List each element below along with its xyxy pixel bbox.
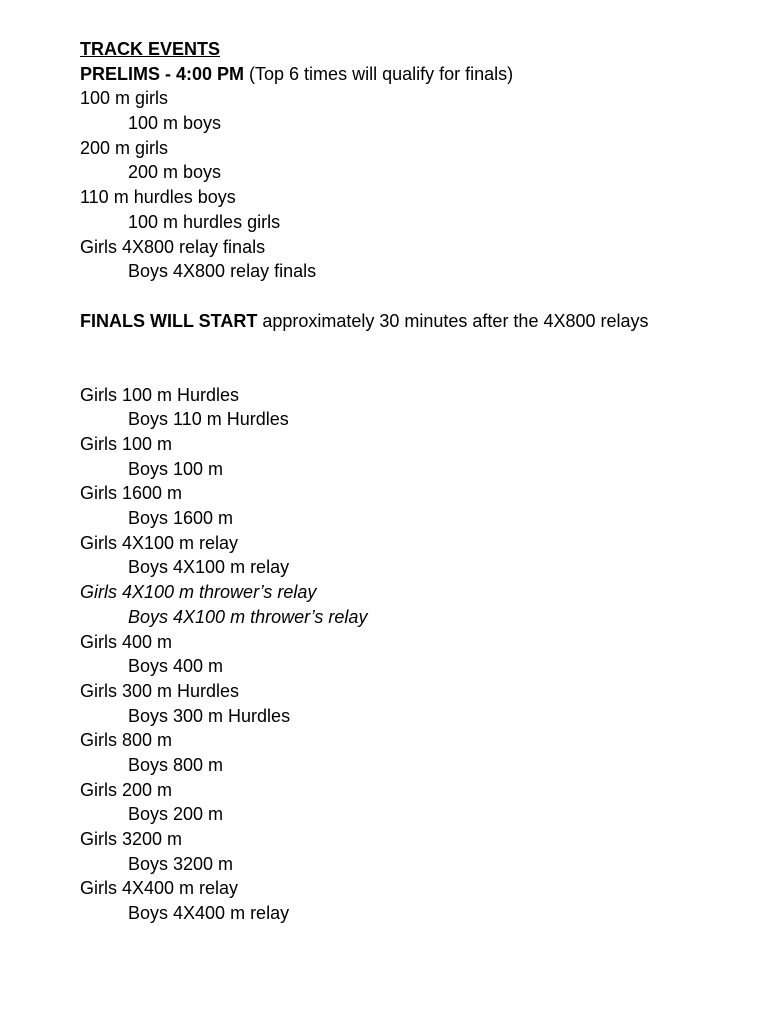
section-spacer (80, 333, 760, 382)
finals-label: FINALS WILL START (80, 310, 258, 331)
finals-event: Boys 1600 m (128, 508, 234, 529)
finals-heading (80, 309, 760, 334)
prelims-event: 110 m hurdles boys (80, 187, 236, 208)
finals-event: Boys 110 m Hurdles (128, 409, 289, 430)
prelims-event: Boys 4X800 relay finals (128, 261, 317, 282)
finals-event: Boys 800 m (128, 754, 224, 775)
finals-event: Girls 100 m Hurdles (80, 384, 240, 405)
prelims-note: (Top 6 times will qualify for finals) (244, 63, 514, 84)
finals-event: Boys 3200 m (128, 853, 234, 874)
schedule-document (80, 37, 760, 926)
prelims-event-list (80, 86, 760, 284)
prelims-event: 100 m girls (80, 88, 169, 109)
finals-event: Girls 400 m (80, 631, 173, 652)
finals-note: approximately 30 minutes after the 4X800 relays (257, 310, 649, 331)
finals-event: Girls 4X400 m relay (80, 878, 239, 899)
page-title: TRACK EVENTS (80, 39, 221, 59)
finals-event: Girls 4X100 m relay (80, 532, 239, 553)
finals-event: Girls 4X100 m thrower’s relay (80, 582, 317, 603)
finals-event: Girls 3200 m (80, 829, 183, 850)
finals-event: Boys 4X400 m relay (128, 903, 290, 924)
finals-event: Boys 200 m (128, 804, 224, 825)
prelims-event: 100 m boys (128, 113, 222, 134)
finals-event: Girls 1600 m (80, 483, 183, 504)
finals-event: Girls 200 m (80, 779, 173, 800)
finals-event: Boys 300 m Hurdles (128, 705, 291, 726)
prelims-heading (80, 62, 760, 87)
finals-event-list (80, 383, 760, 926)
finals-event: Boys 100 m (128, 458, 224, 479)
prelims-label: PRELIMS - 4:00 PM (80, 63, 245, 84)
prelims-event: Girls 4X800 relay finals (80, 236, 266, 257)
finals-event: Boys 400 m (128, 656, 224, 677)
prelims-event: 100 m hurdles girls (128, 211, 281, 232)
finals-event: Boys 4X100 m thrower’s relay (128, 606, 368, 627)
section-spacer (80, 284, 760, 309)
finals-event: Girls 800 m (80, 730, 173, 751)
prelims-event: 200 m boys (128, 162, 222, 183)
finals-event: Boys 4X100 m relay (128, 557, 290, 578)
finals-event: Girls 100 m (80, 434, 173, 455)
prelims-event: 200 m girls (80, 137, 169, 158)
finals-event: Girls 300 m Hurdles (80, 680, 240, 701)
